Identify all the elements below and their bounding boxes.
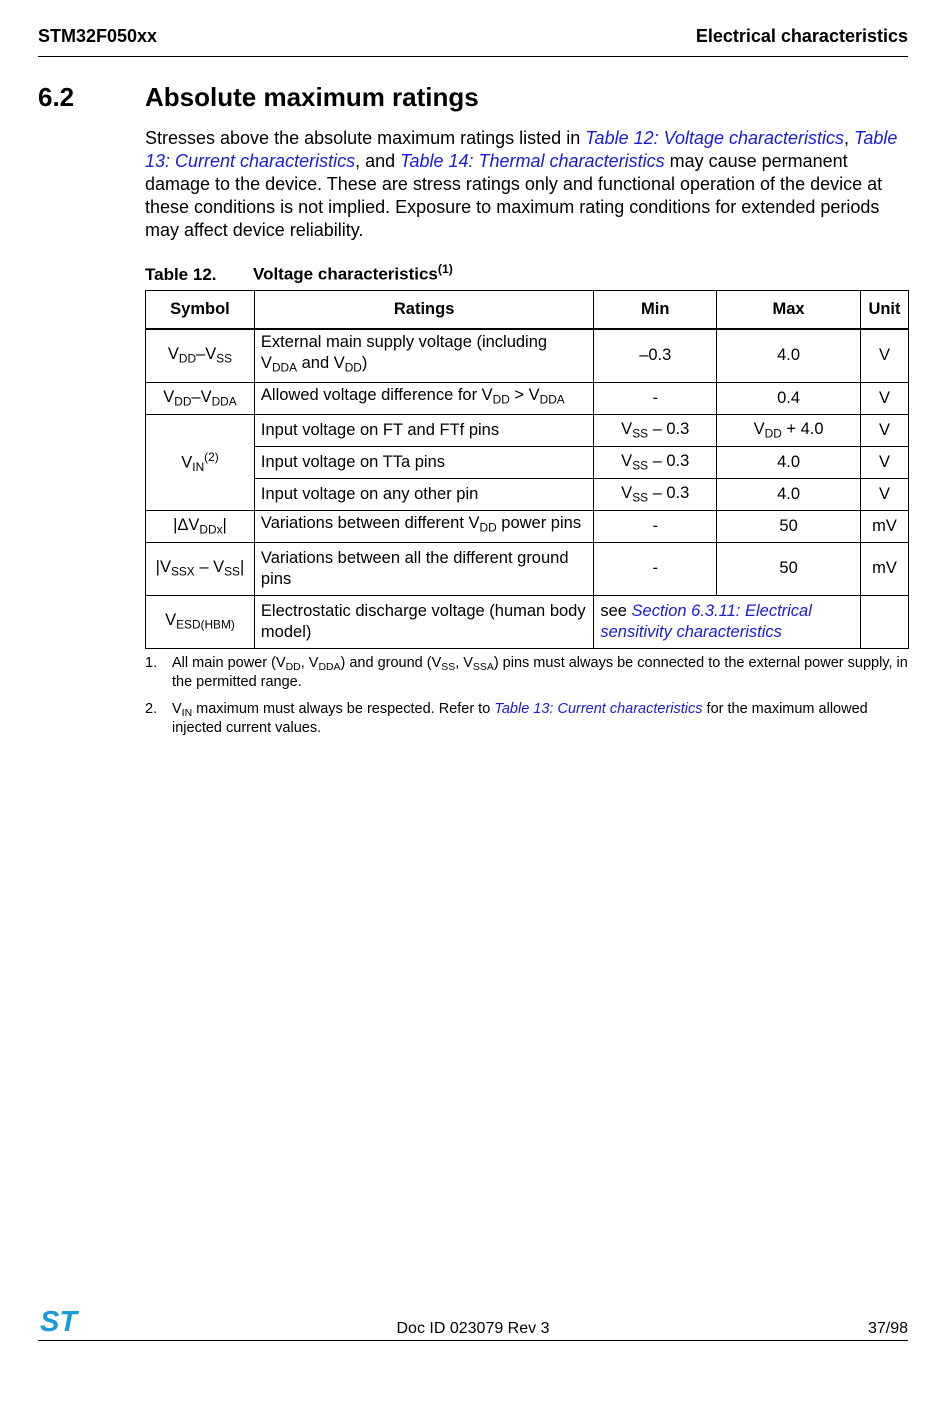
cell-min: $V_{SS} - 0.3$ (594, 446, 717, 478)
intro-text: Stresses above the absolute maximum ratings listed in (145, 128, 586, 148)
cell-symbol: $|V_{SSX} - V_{SS}|$ (146, 542, 255, 595)
table-footnotes (145, 656, 910, 748)
link-table-13[interactable]: Table 13: Current characteristics (145, 128, 898, 171)
table-row (146, 478, 909, 510)
cell-max: 4.0 (717, 446, 861, 478)
cell-unit: mV (860, 510, 908, 542)
section-number: 6.2 (38, 82, 75, 112)
cell-min: $V_{SS} - 0.3$ (594, 478, 717, 510)
cell-min: - (594, 382, 717, 414)
cell-max: 50 (717, 510, 861, 542)
link-table-14[interactable]: Table 14: Thermal characteristics (400, 151, 665, 171)
cell-rating: Allowed voltage difference for $V_{DD} > V_{DDA}$ (254, 382, 593, 414)
cell-max: $V_{DD} + 4.0$ (717, 414, 861, 446)
footnote-2: 2. $V_{IN}$ maximum must always be respected. Refer to Table 13: Current characteristics for the maximum allowed injected current values. (145, 701, 868, 737)
cell-unit: V (860, 446, 908, 478)
cell-symbol: $V_{DD}-V_{SS}$ (146, 329, 255, 382)
cell-min: - (594, 510, 717, 542)
table-row (146, 329, 909, 382)
table-row (146, 414, 909, 446)
col-header-unit: Unit (860, 291, 908, 330)
table-row (146, 382, 909, 414)
cell-rating: Electrostatic discharge voltage (human body model) (254, 595, 593, 648)
svg-text:ST: ST (40, 1306, 78, 1336)
cell-unit: V (860, 329, 908, 382)
link-table-13[interactable]: Table 13: Current characteristics (494, 701, 703, 718)
voltage-characteristics-table (145, 290, 909, 649)
footer-doc-id: Doc ID 023079 Rev 3 (396, 1320, 550, 1337)
cell-max: 4.0 (717, 329, 861, 382)
cell-rating: Variations between different $V_{DD}$ power pins (254, 510, 593, 542)
table-title-note: (1) (437, 262, 453, 276)
intro-paragraph (145, 127, 910, 242)
table-caption (145, 262, 453, 285)
table-title: Voltage characteristics (253, 264, 438, 284)
footnote-1: 1. All main power ($V_{DD}$, $V_{DDA}$) and ground ($V_{SS}$, $V_{SSA}$) pins must always be connected to the external power supply, in the permitted range. (145, 655, 908, 691)
table-row (146, 446, 909, 478)
intro-text: , (844, 128, 855, 148)
link-section-6-3-11[interactable]: Section 6.3.11: Electrical sensitivity characteristics (600, 601, 812, 641)
footer-page-number: 37/98 (867, 1320, 908, 1337)
header-product: STM32F050xx (38, 26, 158, 46)
section-title: Absolute maximum ratings (145, 82, 479, 112)
header-chapter: Electrical characteristics (695, 26, 908, 46)
cell-max: 0.4 (717, 382, 861, 414)
cell-min: - (594, 542, 717, 595)
table-row (146, 510, 909, 542)
table-header-row (146, 291, 909, 330)
table-label: Table 12. (145, 264, 217, 284)
cell-max: 50 (717, 542, 861, 595)
cell-unit (860, 595, 908, 648)
table-row (146, 595, 909, 648)
col-header-ratings: Ratings (254, 291, 593, 330)
cell-max: 4.0 (717, 478, 861, 510)
cell-rating: Input voltage on any other pin (254, 478, 593, 510)
col-header-min: Min (594, 291, 717, 330)
cell-unit: mV (860, 542, 908, 595)
link-table-12[interactable]: Table 12: Voltage characteristics (585, 128, 845, 148)
cell-unit: V (860, 478, 908, 510)
intro-text: , and (355, 151, 401, 171)
cell-rating: External main supply voltage (including $V_{DDA}$ and $V_{DD}$) (254, 329, 593, 382)
cell-rating: Input voltage on FT and FTf pins (254, 414, 593, 446)
cell-rating: Variations between all the different ground pins (254, 542, 593, 595)
cell-unit: V (860, 382, 908, 414)
cell-unit: V (860, 414, 908, 446)
table-row (146, 542, 909, 595)
cell-min: $V_{SS} - 0.3$ (594, 414, 717, 446)
page-header (38, 26, 908, 57)
cell-min: –0.3 (594, 329, 717, 382)
cell-symbol: $V_{IN}^{(2)}$ (146, 414, 255, 510)
cell-symbol: $V_{ESD(HBM)}$ (146, 595, 255, 648)
cell-see-section: see Section 6.3.11: Electrical sensitivity characteristics (594, 595, 861, 648)
col-header-symbol: Symbol (146, 291, 255, 330)
cell-symbol: $|\Delta V_{DDx}|$ (146, 510, 255, 542)
cell-rating: Input voltage on TTa pins (254, 446, 593, 478)
intro-text: may cause permanent damage to the device. These are stress ratings only and functional operation of the device at these conditions is not implied. Exposure to maximum rating conditions for extended periods may affect device reliability. (145, 151, 883, 240)
cell-symbol: $V_{DD}-V_{DDA}$ (146, 382, 255, 414)
page-footer (38, 1306, 908, 1341)
col-header-max: Max (717, 291, 861, 330)
